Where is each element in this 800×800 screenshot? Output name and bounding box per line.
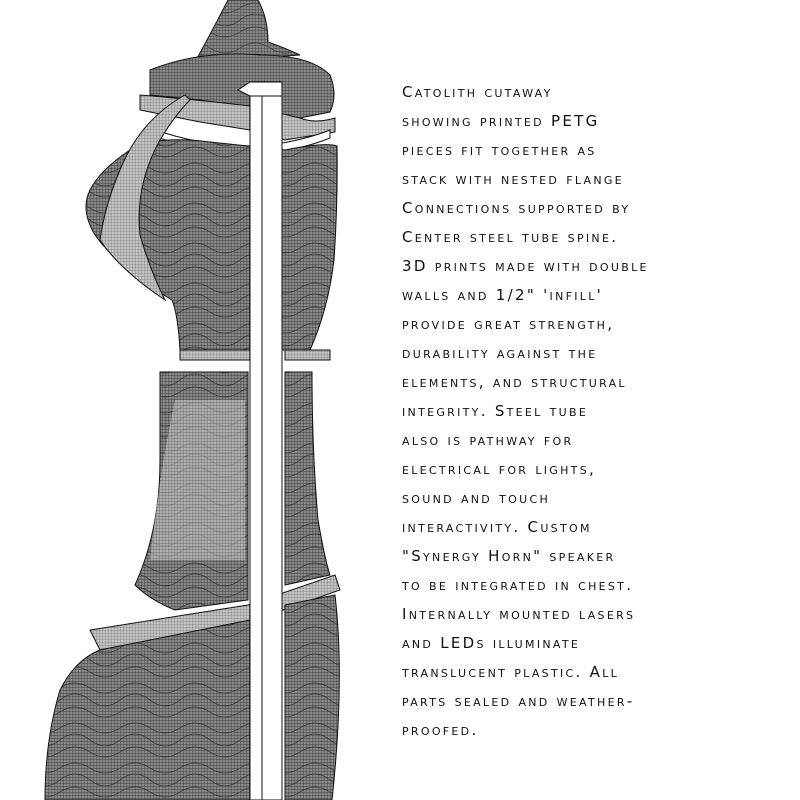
caption-line: integrity. Steel tube (402, 402, 589, 420)
caption-line: and LEDs illuminate (402, 634, 581, 652)
caption-line: "Synergy Horn" speaker (402, 547, 616, 565)
caption-line: Catolith cutaway (402, 83, 553, 101)
caption-line: Internally mounted lasers (402, 605, 636, 623)
caption-line: also is pathway for (402, 431, 574, 449)
caption-line: 3D prints made with double (402, 257, 649, 275)
head-section (140, 54, 335, 153)
caption-line: showing printed PETG (402, 112, 600, 130)
caption-line: proofed. (402, 721, 479, 739)
catolith-cutaway-illustration (0, 0, 380, 800)
caption-line: Center steel tube spine. (402, 228, 619, 246)
caption-line: provide great strength, (402, 315, 615, 333)
cutaway-description (402, 78, 794, 745)
caption-line: durability against the (402, 344, 598, 362)
caption-line: stack with nested flange (402, 170, 624, 188)
caption-line: electrical for lights, (402, 460, 597, 478)
caption-line: sound and touch (402, 489, 551, 507)
caption-line: pieces fit together as (402, 141, 597, 159)
caption-line: elements, and structural (402, 373, 627, 391)
head-ear-section (195, 0, 300, 62)
caption-line: parts sealed and weather- (402, 692, 635, 710)
caption-line: interactivity. Custom (402, 518, 592, 536)
caption-line: translucent plastic. All (402, 663, 620, 681)
caption-line: walls and 1/2" 'infill' (402, 286, 604, 304)
caption-line: to be integrated in chest. (402, 576, 634, 594)
caption-line: Connections supported by (402, 199, 631, 217)
